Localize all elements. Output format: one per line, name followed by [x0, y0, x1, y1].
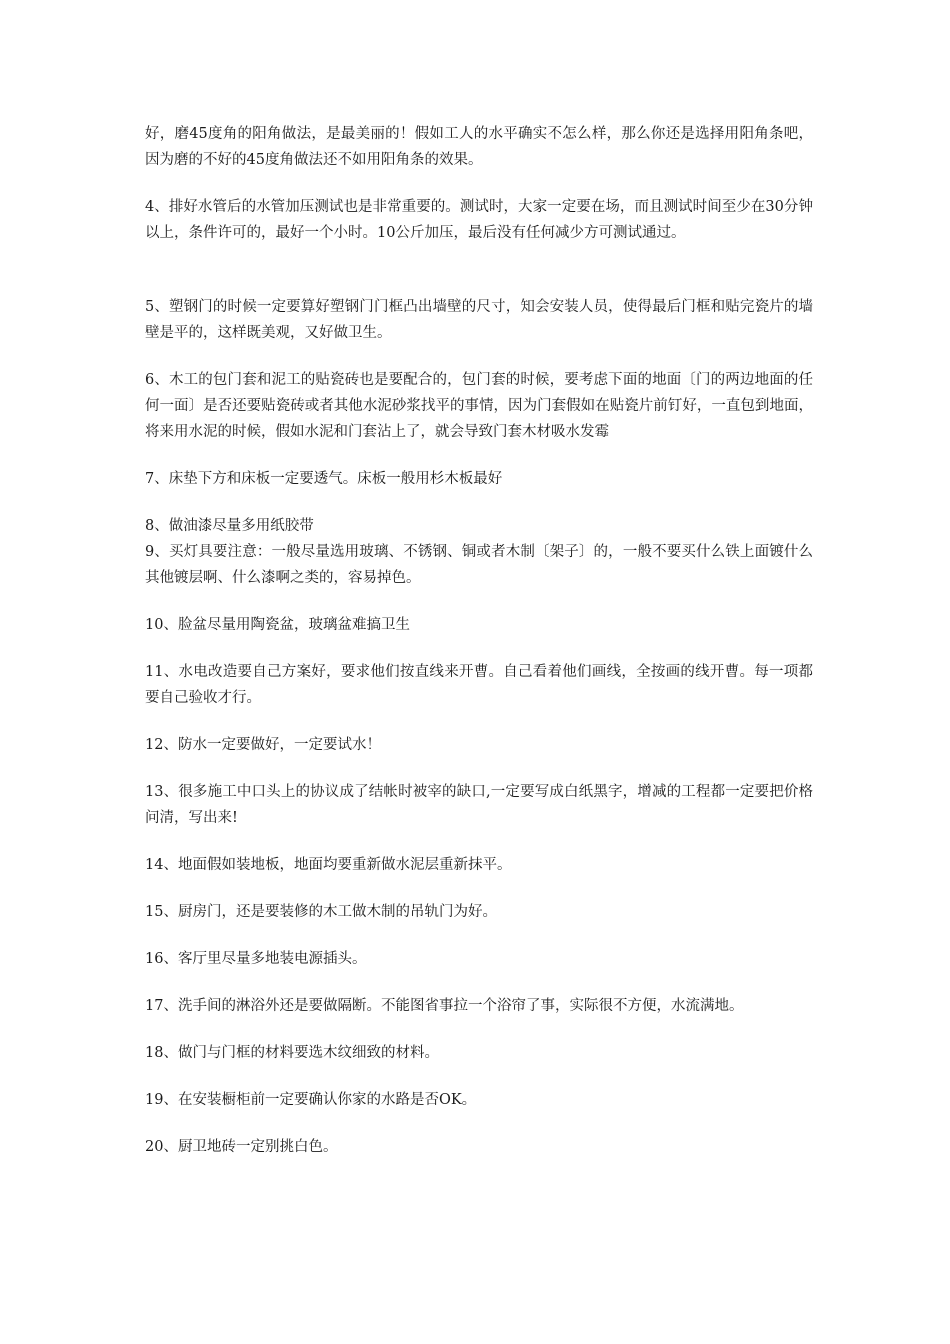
paragraph-item-7: 7、床垫下方和床板一定要透气。床板一般用杉木板最好 — [145, 471, 503, 487]
paragraph-item-5: 5、塑钢门的时候一定要算好塑钢门门框凸出墙壁的尺寸，知会安装人员，使得最后门框和贴完瓷片的墙壁是平的，这样既美观，又好做卫生。 — [145, 299, 813, 341]
paragraph-item-6: 6、木工的包门套和泥工的贴瓷砖也是要配合的，包门套的时候，要考虑下面的地面〔门的两边地面的任何一面〕是否还要贴瓷砖或者其他水泥砂浆找平的事情，因为门套假如在贴瓷片前钉好，一直包到地面，将来用水泥的时候，假如水泥和门套沾上了，就会导致门套木材吸水发霉 — [145, 372, 813, 440]
paragraph-item-8: 8、做油漆尽量多用纸胶带 — [145, 518, 314, 534]
paragraph-item-14: 14、地面假如装地板，地面均要重新做水泥层重新抹平。 — [145, 857, 512, 873]
paragraph-item-4: 4、排好水管后的水管加压测试也是非常重要的。测试时，大家一定要在场，而且测试时间至少在30分钟以上，条件许可的，最好一个小时。10公斤加压，最后没有任何减少方可测试通过。 — [145, 199, 813, 241]
paragraph-item-16: 16、客厅里尽量多地装电源插头。 — [145, 951, 367, 967]
paragraph-item-9: 9、买灯具要注意：一般尽量选用玻璃、不锈钢、铜或者木制〔架子〕的，一般不要买什么铁上面镀什么其他镀层啊、什么漆啊之类的，容易掉色。 — [145, 544, 813, 586]
paragraph-item-17: 17、洗手间的淋浴外还是要做隔断。不能图省事拉一个浴帘了事，实际很不方便，水流满地。 — [145, 998, 744, 1014]
paragraph-item-12: 12、防水一定要做好，一定要试水！ — [145, 737, 381, 753]
paragraph-item-10: 10、脸盆尽量用陶瓷盆，玻璃盆难搞卫生 — [145, 617, 410, 633]
paragraph-item-18: 18、做门与门框的材料要选木纹细致的材料。 — [145, 1045, 439, 1061]
paragraph-item-13: 13、很多施工中口头上的协议成了结帐时被宰的缺口,一定要写成白纸黑字，增减的工程都一定要把价格问清，写出来! — [145, 784, 813, 826]
paragraph-corner-finish: 好，磨45度角的阳角做法，是最美丽的！假如工人的水平确实不怎么样，那么你还是选择用阳角条吧，因为磨的不好的45度角做法还不如用阳角条的效果。 — [145, 126, 813, 168]
document-body — [145, 121, 813, 1160]
paragraph-item-11: 11、水电改造要自己方案好，要求他们按直线来开曹。自己看着他们画线，全按画的线开曹。每一项都要自己验收才行。 — [145, 664, 813, 706]
paragraph-item-20: 20、厨卫地砖一定别挑白色。 — [145, 1139, 338, 1155]
paragraph-item-15: 15、厨房门，还是要装修的木工做木制的吊轨门为好。 — [145, 904, 497, 920]
paragraph-item-19: 19、在安装橱柜前一定要确认你家的水路是否OK。 — [145, 1092, 477, 1108]
